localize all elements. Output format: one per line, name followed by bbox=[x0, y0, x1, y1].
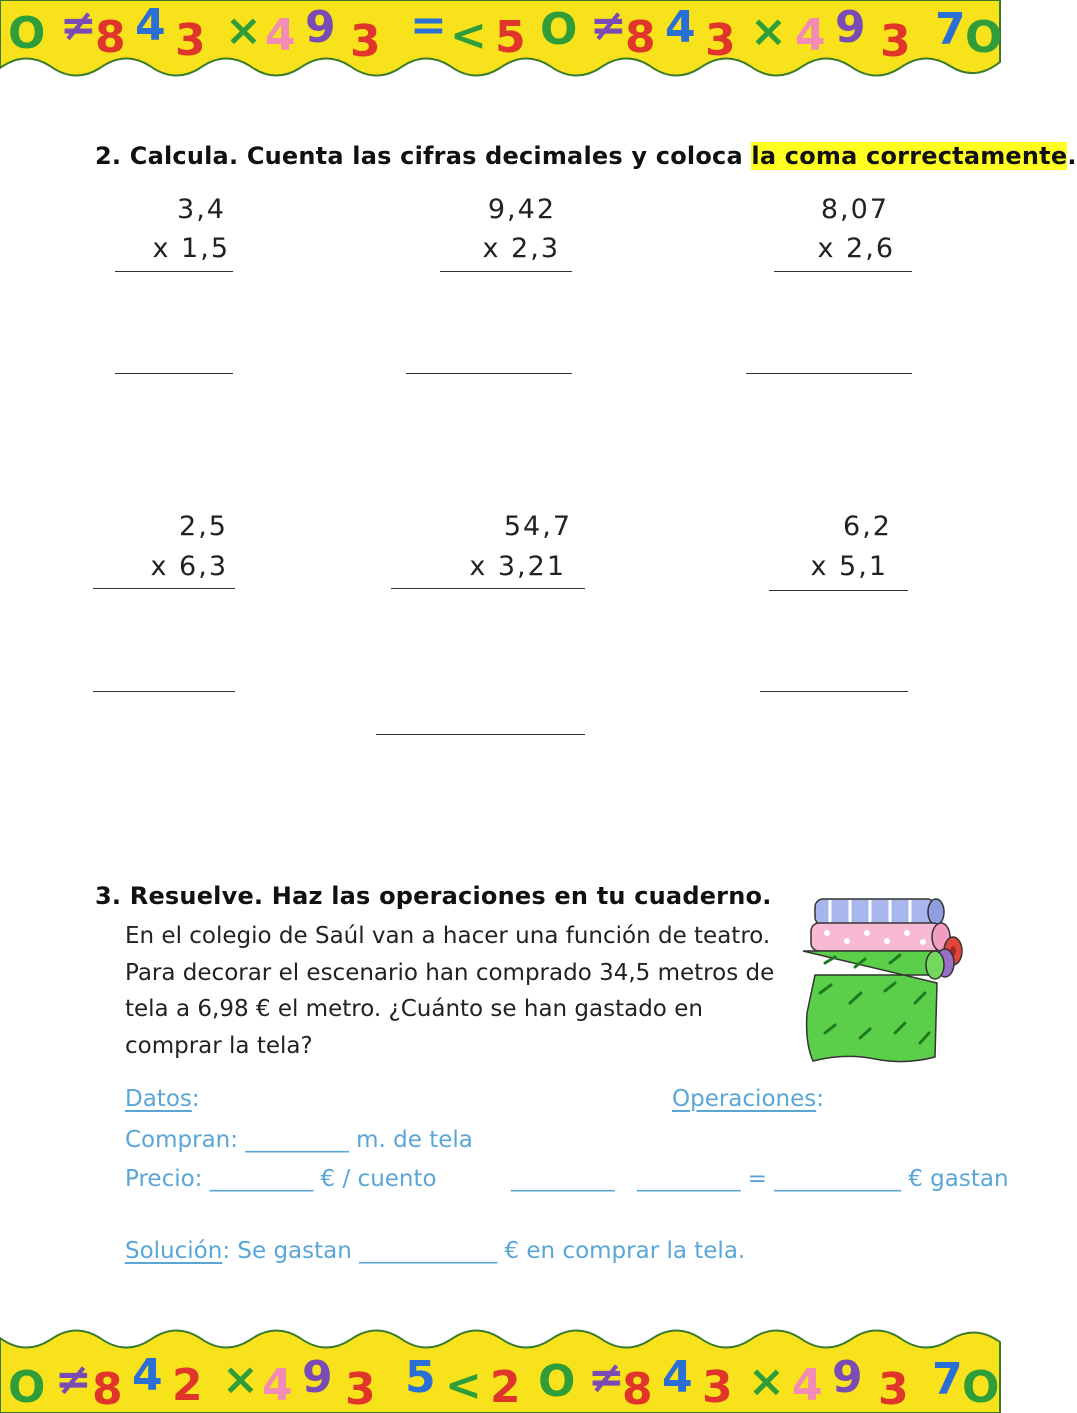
problem-4-operation-line bbox=[93, 588, 235, 589]
svg-text:×: × bbox=[225, 5, 262, 56]
datos-label-text: Datos bbox=[125, 1086, 192, 1112]
numbers-border-bottom bbox=[0, 1320, 1000, 1413]
svg-text:4: 4 bbox=[662, 1352, 693, 1403]
problem-3-answer-line[interactable] bbox=[746, 373, 912, 374]
problem-1-operation-line bbox=[115, 271, 233, 272]
problem-5-top: 54,7 bbox=[503, 511, 572, 542]
problem-2-top: 9,42 bbox=[487, 194, 556, 225]
svg-text:O: O bbox=[540, 4, 578, 55]
svg-text:3: 3 bbox=[350, 16, 381, 67]
numbers-border-top bbox=[0, 0, 1003, 90]
word-problem-line: En el colegio de Saúl van a hacer una función de teatro. bbox=[125, 923, 771, 949]
problem-2-bottom: x 2,3 bbox=[482, 233, 560, 264]
exercise-2-heading bbox=[95, 142, 1077, 170]
svg-text:4: 4 bbox=[135, 0, 166, 51]
svg-text:7: 7 bbox=[935, 4, 966, 55]
heading-period: . bbox=[1067, 142, 1077, 170]
problem-5-answer-line[interactable] bbox=[376, 734, 585, 735]
svg-text:×: × bbox=[222, 1354, 259, 1405]
word-problem-text bbox=[125, 918, 790, 1064]
word-problem-line: Para decorar el escenario han comprado 34,5 metros de bbox=[125, 959, 775, 986]
problem-3-bottom: x 2,6 bbox=[817, 233, 895, 264]
svg-text:8: 8 bbox=[622, 1364, 653, 1413]
svg-text:9: 9 bbox=[832, 1352, 863, 1403]
svg-text:5: 5 bbox=[495, 12, 526, 63]
svg-text:4: 4 bbox=[262, 1360, 293, 1411]
word-problem-line: comprar la tela? bbox=[125, 1032, 313, 1059]
solucion-text: : Se gastan ____________ € en comprar la tela. bbox=[222, 1238, 746, 1264]
problem-1-answer-line[interactable] bbox=[115, 373, 233, 374]
svg-text:=: = bbox=[410, 0, 447, 51]
svg-text:8: 8 bbox=[95, 12, 126, 63]
svg-text:≠: ≠ bbox=[588, 1352, 625, 1403]
svg-text:2: 2 bbox=[490, 1362, 521, 1413]
svg-text:5: 5 bbox=[405, 1352, 436, 1403]
svg-text:O: O bbox=[962, 1362, 1000, 1413]
svg-text:4: 4 bbox=[665, 2, 696, 53]
precio-line[interactable]: Precio: _________ € / cuento bbox=[125, 1166, 437, 1192]
word-problem-line: tela a 6,98 € el metro. ¿Cuánto se han gastado en bbox=[125, 996, 703, 1022]
svg-text:2: 2 bbox=[172, 1360, 203, 1411]
operaciones-label bbox=[672, 1086, 824, 1112]
svg-text:<: < bbox=[450, 10, 487, 61]
datos-colon: : bbox=[191, 1086, 200, 1112]
svg-text:O: O bbox=[8, 8, 46, 59]
datos-label bbox=[125, 1086, 200, 1112]
operaciones-colon: : bbox=[816, 1086, 824, 1112]
svg-text:3: 3 bbox=[175, 15, 206, 66]
svg-text:<: < bbox=[445, 1360, 482, 1411]
svg-text:O: O bbox=[538, 1356, 576, 1407]
svg-text:7: 7 bbox=[932, 1354, 963, 1405]
svg-text:≠: ≠ bbox=[590, 0, 627, 51]
solucion-line[interactable] bbox=[125, 1238, 745, 1264]
problem-5-operation-line bbox=[391, 588, 585, 589]
svg-text:9: 9 bbox=[835, 2, 866, 53]
problem-6-top: 6,2 bbox=[843, 511, 892, 542]
svg-text:8: 8 bbox=[625, 12, 656, 63]
exercise-2-heading-text: 2. Calcula. Cuenta las cifras decimales y coloca bbox=[95, 142, 752, 170]
highlighted-phrase: la coma correctamente bbox=[751, 142, 1068, 170]
operation-blank-1[interactable]: _________ bbox=[511, 1166, 615, 1192]
problem-3-top: 8,07 bbox=[820, 194, 889, 225]
svg-text:4: 4 bbox=[265, 10, 296, 61]
svg-text:×: × bbox=[750, 6, 787, 57]
svg-text:≠: ≠ bbox=[55, 1354, 92, 1405]
svg-text:4: 4 bbox=[795, 10, 826, 61]
problem-4-bottom: x 6,3 bbox=[150, 551, 228, 582]
svg-text:3: 3 bbox=[705, 15, 736, 66]
svg-text:3: 3 bbox=[878, 1364, 909, 1413]
svg-text:O: O bbox=[8, 1362, 46, 1413]
operation-line[interactable]: _________ = ___________ € gastan bbox=[637, 1166, 1009, 1192]
problem-6-bottom: x 5,1 bbox=[810, 551, 888, 582]
svg-text:4: 4 bbox=[792, 1360, 823, 1411]
fabric-rolls-illustration bbox=[795, 893, 967, 1068]
problem-4-answer-line[interactable] bbox=[93, 691, 235, 692]
svg-text:×: × bbox=[748, 1356, 785, 1407]
problem-1-bottom: x 1,5 bbox=[152, 233, 230, 264]
exercise-3-heading: 3. Resuelve. Haz las operaciones en tu cuaderno. bbox=[95, 882, 772, 910]
svg-text:O: O bbox=[965, 12, 1003, 63]
problem-3-operation-line bbox=[774, 271, 912, 272]
problem-2-answer-line[interactable] bbox=[406, 373, 572, 374]
svg-text:3: 3 bbox=[880, 16, 911, 67]
svg-text:8: 8 bbox=[92, 1364, 123, 1413]
problem-6-operation-line bbox=[769, 590, 908, 591]
svg-text:4: 4 bbox=[132, 1350, 163, 1401]
svg-text:≠: ≠ bbox=[60, 0, 97, 51]
svg-text:3: 3 bbox=[702, 1362, 733, 1413]
problem-2-operation-line bbox=[440, 271, 572, 272]
problem-6-answer-line[interactable] bbox=[760, 691, 908, 692]
problem-1-top: 3,4 bbox=[177, 194, 226, 225]
svg-text:9: 9 bbox=[302, 1352, 333, 1403]
operaciones-label-text: Operaciones bbox=[672, 1086, 817, 1112]
problem-5-bottom: x 3,21 bbox=[469, 551, 566, 582]
compran-line[interactable]: Compran: _________ m. de tela bbox=[125, 1127, 473, 1153]
svg-text:3: 3 bbox=[345, 1364, 376, 1413]
problem-4-top: 2,5 bbox=[179, 511, 228, 542]
svg-text:9: 9 bbox=[305, 2, 336, 53]
solucion-label: Solución bbox=[125, 1238, 223, 1264]
